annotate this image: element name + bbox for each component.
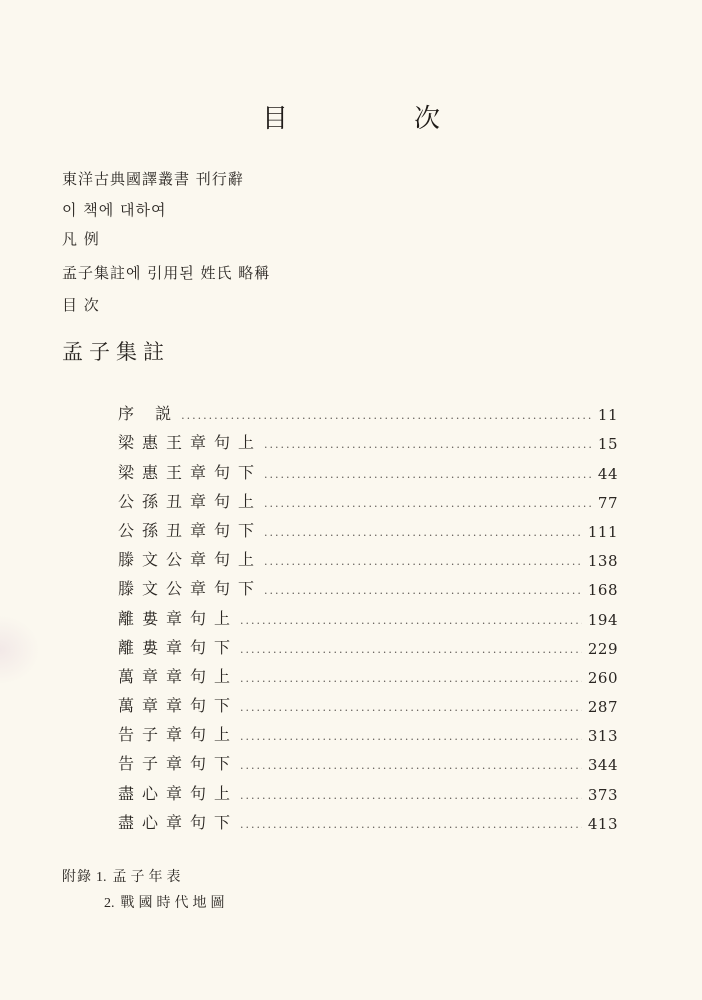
front-matter-item: 目 次 [62,296,100,314]
toc-page-number: 287 [587,698,618,717]
appendix-prefix: 附錄 [62,869,92,885]
dot-leader [240,758,582,774]
dot-leader [240,729,582,745]
toc-page-number: 194 [587,610,618,629]
dot-leader [240,788,582,804]
toc-entry [118,424,618,453]
toc-label: 滕文公章句下 [118,579,263,599]
appendix-title: 戰國時代地圖 [120,895,229,911]
toc-label: 梁惠王章句上 [118,433,263,453]
toc-label: 公孫丑章句上 [118,491,263,511]
toc-page-number: 313 [587,727,618,746]
toc-entry [118,716,618,745]
toc-label: 萬章章句上 [118,666,239,686]
toc-label: 告子章句下 [118,754,239,774]
dot-leader [264,525,582,541]
toc-entry [118,453,618,482]
toc-page-number: 413 [587,814,618,833]
toc-label: 告子章句上 [118,725,239,745]
dot-leader [240,671,582,687]
dot-leader [264,496,592,512]
toc-entry [118,512,618,541]
front-matter-item: 凡 例 [62,230,100,248]
toc-label: 離婁章句下 [118,637,239,657]
toc-entry [118,774,618,803]
toc-label: 梁惠王章句下 [118,462,263,482]
toc-page-number: 15 [597,435,618,454]
dot-leader [240,700,582,716]
dot-leader [264,583,582,599]
toc-label: 離婁章句上 [118,608,239,628]
toc-page-number: 344 [587,756,618,775]
front-matter-item: 이 책에 대하여 [62,201,167,219]
table-of-contents [118,395,618,833]
section-heading: 孟子集註 [62,340,170,364]
dot-leader [264,467,592,483]
toc-label: 盡心章句下 [118,812,239,832]
appendix-entry [62,866,185,886]
front-matter-item: 孟子集註에 引用된 姓氏 略稱 [62,264,271,282]
toc-page-number: 138 [587,552,618,571]
appendix-number: 2. [104,896,115,911]
toc-entry [118,629,618,658]
toc-label: 萬章章句下 [118,696,239,716]
dot-leader [240,613,582,629]
toc-entry [118,541,618,570]
toc-entry [118,395,618,424]
toc-page-number: 260 [587,668,618,687]
appendix-title: 孟子年表 [112,869,185,885]
page-stain [0,615,40,685]
toc-page-number: 11 [597,406,618,425]
dot-leader [264,554,582,570]
dot-leader [240,642,582,658]
dot-leader [264,437,592,453]
page-title: 目 次 [261,104,490,134]
toc-entry [118,745,618,774]
toc-page-number: 373 [587,785,618,804]
appendix-number: 1. [96,870,107,885]
appendix-entry [100,892,229,912]
front-matter-item: 東洋古典國譯叢書 刊行辭 [62,170,244,188]
toc-page-number: 229 [587,639,618,658]
toc-entry [118,570,618,599]
dot-leader [181,408,592,424]
toc-entry [118,687,618,716]
toc-entry [118,804,618,833]
toc-label: 滕文公章句上 [118,550,263,570]
toc-label: 公孫丑章句下 [118,520,263,540]
dot-leader [240,817,582,833]
toc-page-number: 168 [587,581,618,600]
toc-page-number: 77 [597,493,618,512]
toc-page-number: 111 [587,522,618,541]
toc-page-number: 44 [597,464,618,483]
toc-label: 序 説 [118,404,180,424]
toc-entry [118,658,618,687]
toc-entry [118,483,618,512]
toc-label: 盡心章句上 [118,783,239,803]
toc-entry [118,599,618,628]
